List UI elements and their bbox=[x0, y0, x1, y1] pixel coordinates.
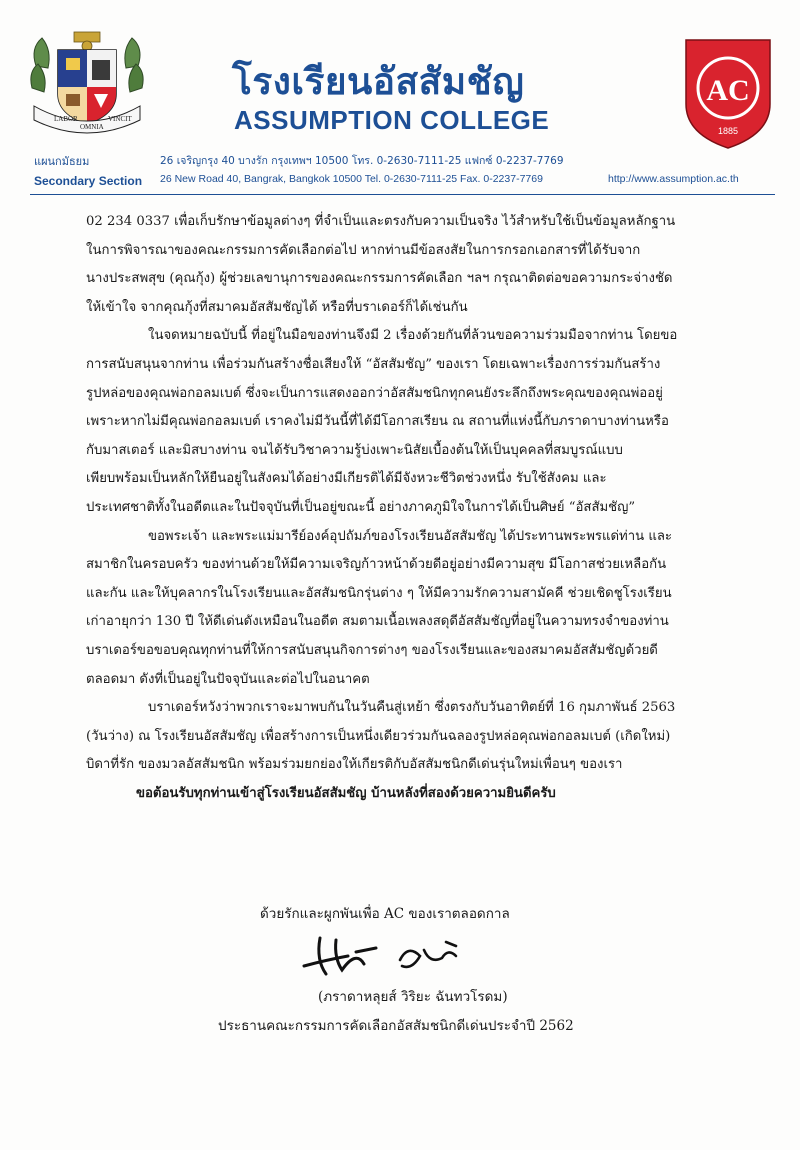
signatory-name: (ภราดาหลุยส์ วิริยะ ฉันทวโรดม) bbox=[318, 989, 508, 1005]
crest-motto-2: OMNIA bbox=[80, 123, 104, 131]
body-line: สมาชิกในครอบครัว ของท่านด้วยให้มีความเจริญก้าวหน้าด้วยดีอยู่อย่างมีความสุข มีโอกาสช่วยเหลือกัน bbox=[86, 557, 667, 573]
body-line: นางประสพสุข (คุณกุ้ง) ผู้ช่วยเลขานุการของคณะกรรมการคัดเลือก ฯลฯ กรุณาติดต่อขอความกระจ่างชัด bbox=[86, 271, 673, 287]
body-line: ขอพระเจ้า และพระแม่มารีย์องค์อุปถัมภ์ของโรงเรียนอัสสัมชัญ ได้ประทานพระพรแด่ท่าน และ bbox=[148, 528, 673, 544]
website-link[interactable]: http://www.assumption.ac.th bbox=[608, 173, 739, 185]
address-english: 26 New Road 40, Bangrak, Bangkok 10500 Tel. 0-2630-7111-25 Fax. 0-2237-7769 bbox=[160, 173, 543, 185]
school-coat-of-arms-logo bbox=[28, 28, 146, 140]
body-line: เพียบพร้อมเป็นหลักให้ยืนอยู่ในสังคมได้อย่างมีเกียรติได้มีจังหวะชีวิตช่วงหนึ่ง รับใช้สังคม และ bbox=[86, 471, 607, 487]
emblem-year: 1885 bbox=[717, 126, 739, 136]
body-line: ประเทศชาติทั้งในอดีตและในปัจจุบันที่เป็นอยู่ขณะนี้ อย่างภาคภูมิใจในการได้เป็นศิษย์ “อัสสัมชัญ” bbox=[86, 499, 636, 515]
section-name-thai: แผนกมัธยม bbox=[34, 155, 90, 168]
body-line: กับมาสเตอร์ และมิสบางท่าน จนได้รับวิชาความรู้บ่งเพาะนิสัยเบื้องต้นให้เป็นบุคคลที่สมบูรณ์แบบ bbox=[86, 442, 623, 458]
body-line: บราเดอร์หวังว่าพวกเราจะมาพบกันในวันคืนสู่เหย้า ซึ่งตรงกับวันอาทิตย์ที่ 16 กุมภาพันธ์ 2563 bbox=[148, 700, 676, 716]
body-line: บราเดอร์ขอขอบคุณทุกท่านที่ให้การสนับสนุนกิจการต่างๆ ของโรงเรียนและของสมาคมอัสสัมชัญด้วยดี bbox=[86, 642, 658, 658]
body-line: (วันว่าง) ณ โรงเรียนอัสสัมชัญ เพื่อสร้างการเป็นหนึ่งเดียวร่วมกันฉลองรูปหล่อคุณพ่อกอลมเบต์ (เกิดใหม่) bbox=[86, 728, 671, 744]
handwritten-signature bbox=[296, 930, 486, 980]
school-name-thai: โรงเรียนอัสสัมชัญ bbox=[232, 60, 525, 103]
emblem-monogram: AC bbox=[706, 74, 750, 107]
body-line: และกัน และให้บุคลากรในโรงเรียนและอัสสัมชนิกรุ่นต่าง ๆ ให้มีความรักความสามัคคี ช่วยเชิดชูโรงเรียน bbox=[86, 585, 672, 601]
body-line: บิดาที่รัก ของมวลอัสสัมชนิก พร้อมร่วมยกย่องให้เกียรติกับอัสสัมชนิกดีเด่นรุ่นใหม่เพื่อนๆ ของเรา bbox=[86, 757, 623, 773]
crest-motto-1: LABOR bbox=[54, 115, 78, 123]
signatory-title: ประธานคณะกรรมการคัดเลือกอัสสัมชนิกดีเด่นประจำปี 2562 bbox=[218, 1018, 574, 1034]
school-name-english: ASSUMPTION COLLEGE bbox=[234, 105, 550, 135]
letter-body bbox=[86, 208, 746, 808]
body-line: ให้เข้าใจ จากคุณกุ้งที่สมาคมอัสสัมชัญได้ หรือที่บราเดอร์ก็ได้เช่นกัน bbox=[86, 299, 468, 315]
address-thai: 26 เจริญกรุง 40 บางรัก กรุงเทพฯ 10500 โทร. 0-2630-7111-25 แฟกซ์ 0-2237-7769 bbox=[160, 155, 564, 167]
body-line: การสนับสนุนจากท่าน เพื่อร่วมกันสร้างชื่อเสียงให้ “อัสสัมชัญ” ของเรา โดยเฉพาะเรื่องการร่วมกันสร้าง bbox=[86, 356, 661, 372]
welcome-line: ขอต้อนรับทุกท่านเข้าสู่โรงเรียนอัสสัมชัญ บ้านหลังที่สองด้วยความยินดีครับ bbox=[136, 785, 556, 801]
header-divider bbox=[30, 194, 775, 195]
body-line: ในจดหมายฉบับนี้ ที่อยู่ในมือของท่านจึงมี 2 เรื่องด้วยกันที่ล้วนขอความร่วมมือจากท่าน โดยขอ bbox=[148, 328, 678, 344]
body-line: ตลอดมา ดังที่เป็นอยู่ในปัจจุบันและต่อไปในอนาคต bbox=[86, 671, 370, 687]
closing-line: ด้วยรักและผูกพันเพื่อ AC ของเราตลอดกาล bbox=[260, 906, 510, 922]
body-line: เพราะหากไม่มีคุณพ่อกอลมเบต์ เราคงไม่มีวันนี้ที่ได้มีโอกาสเรียน ณ สถานที่แห่งนี้กับภราดาบางท่านหรือ bbox=[86, 414, 669, 430]
body-line: รูปหล่อของคุณพ่อกอลมเบต์ ซึ่งจะเป็นการแสดงออกว่าอัสสัมชนิกทุกคนยังระลึกถึงพระคุณของคุณพ่ออยู่ bbox=[86, 385, 663, 401]
crest-motto-3: VINCIT bbox=[108, 115, 132, 123]
body-line: เก่าอายุกว่า 130 ปี ให้ดีเด่นดังเหมือนในอดีต สมตามเนื้อเพลงสดุดีอัสสัมชัญที่อยู่ในความทรงจำของท่าน bbox=[86, 614, 669, 630]
body-line: 02 234 0337 เพื่อเก็บรักษาข้อมูลต่างๆ ที่จำเป็นและตรงกับความเป็นจริง ไว้สำหรับใช้เป็นข้อมูลหลักฐาน bbox=[86, 214, 676, 229]
section-name-english: Secondary Section bbox=[34, 174, 143, 188]
body-line: ในการพิจารณาของคณะกรรมการคัดเลือกต่อไป หากท่านมีข้อสงสัยในการกรอกเอกสารที่ได้รับจาก bbox=[86, 242, 641, 258]
ac-emblem-logo bbox=[680, 34, 776, 152]
